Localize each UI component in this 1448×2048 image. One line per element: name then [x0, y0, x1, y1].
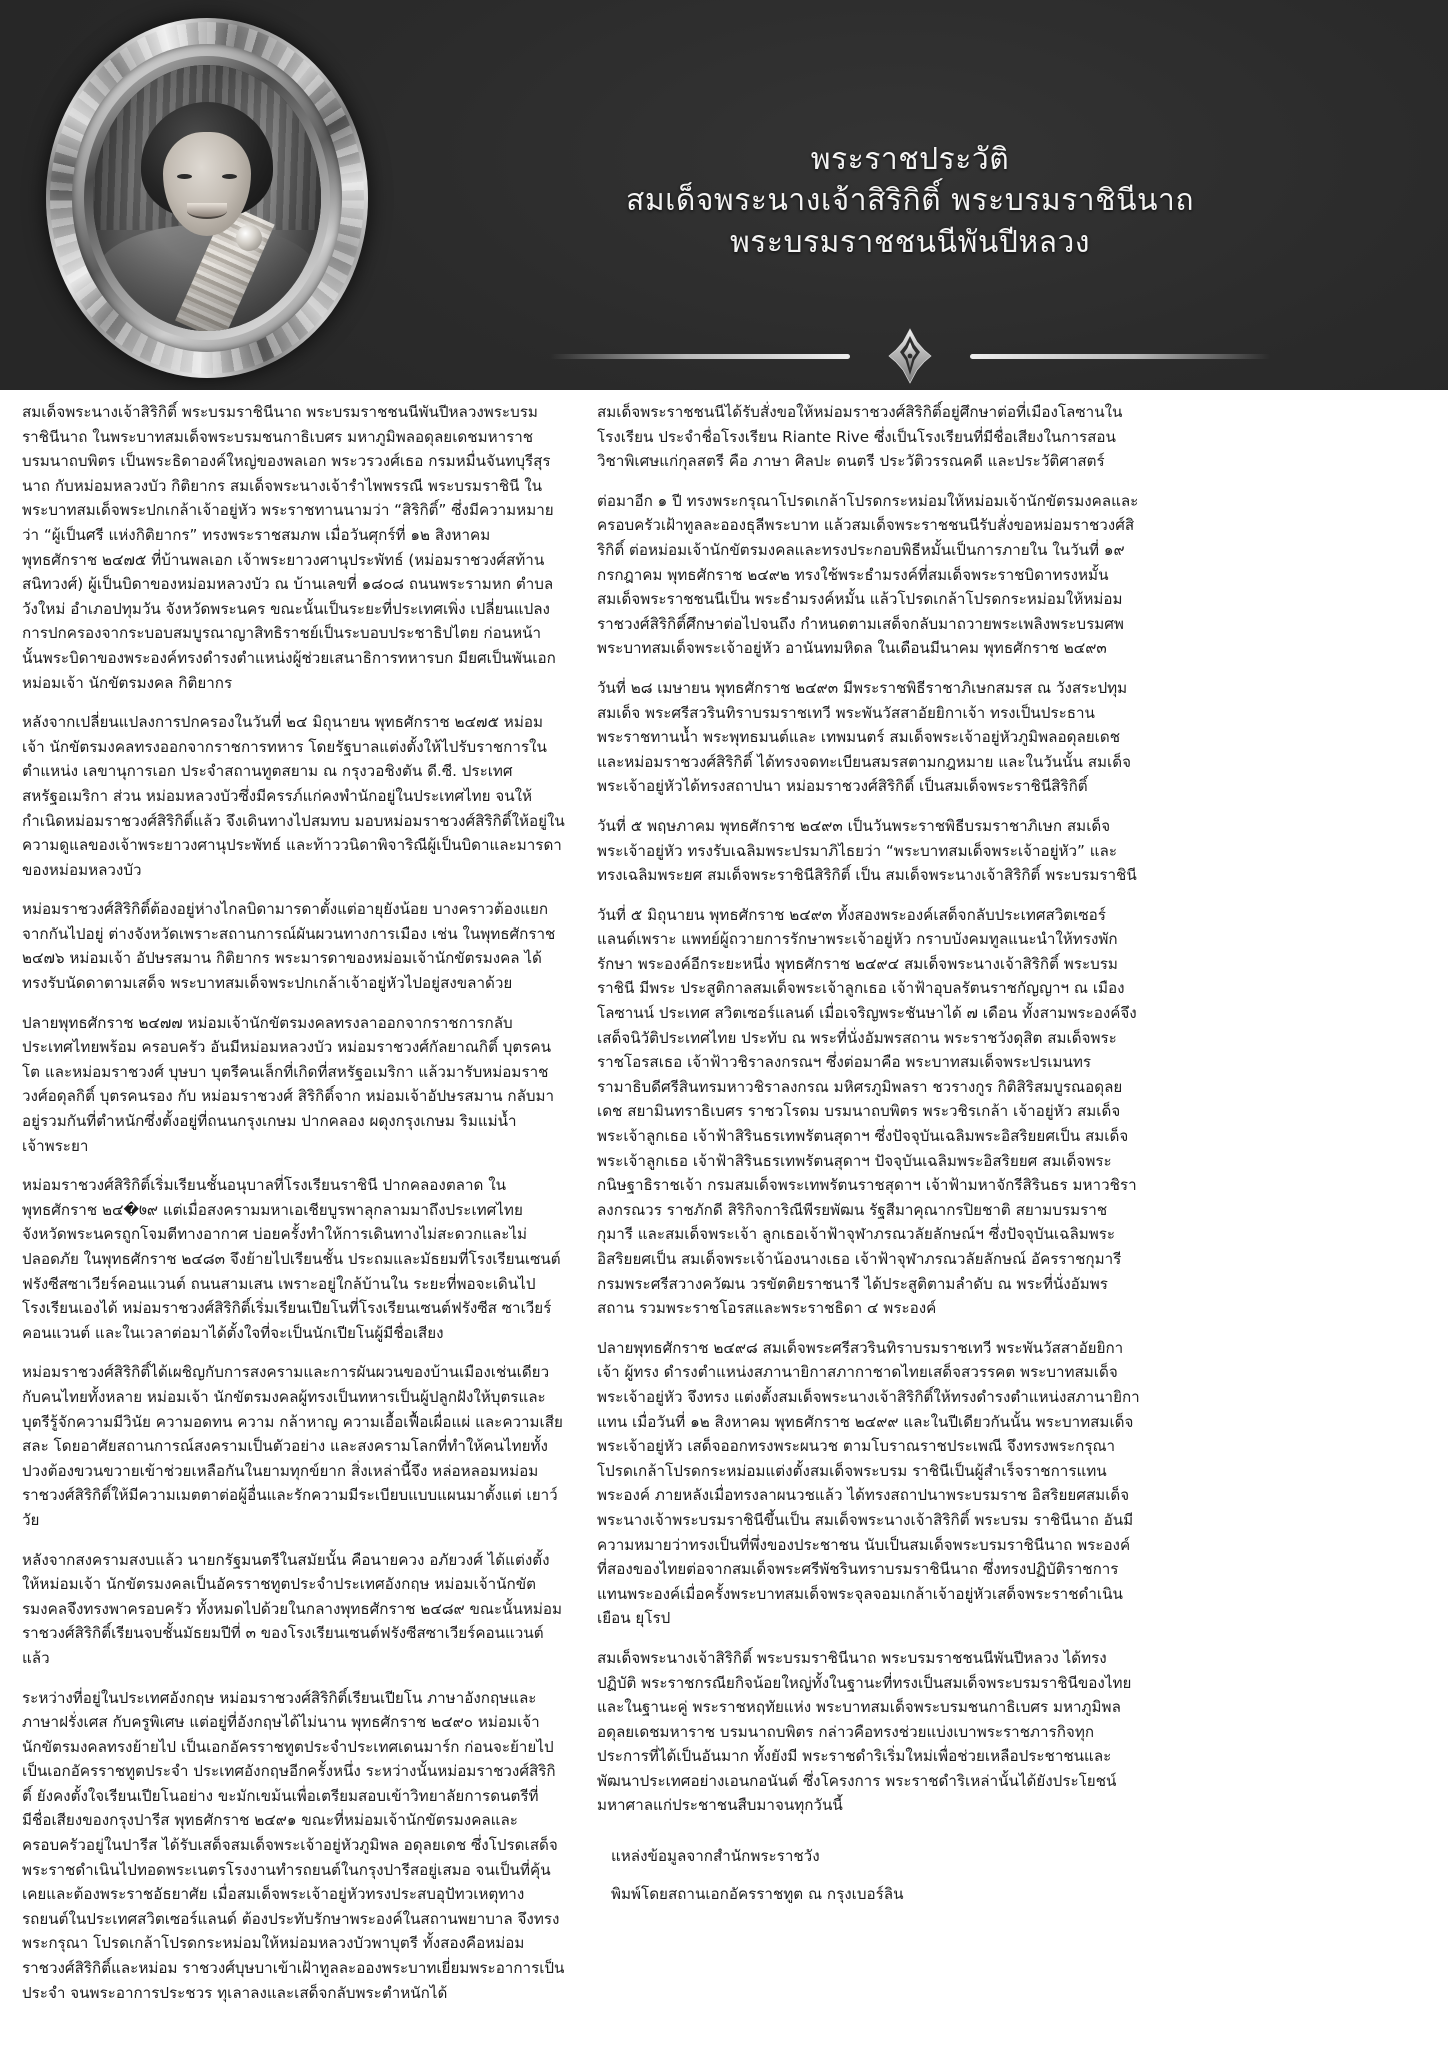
- page-subtitle-secondary: พระบรมราชชนนีพันปีหลวง: [729, 225, 1091, 260]
- paragraph: วันที่ ๕ พฤษภาคม พุทธศักราช ๒๔๙๓ เป็นวันพระราชพิธีบรมราชาภิเษก สมเด็จ พระเจ้าอยู่หัว ทรงรับเฉลิมพระปรมาภิไธยว่า “พระบาทสมเด็จพระเจ้าอยู่หัว” และ ทรงเฉลิมพระยศ สมเด็จพระราชินีสิริกิติ์ เป็น สมเด็จพระนางเจ้าสิริกิติ์ พระบรมราชินี: [597, 816, 1137, 885]
- printed-by-credit: พิมพ์โดยสถานเอกอัครราชทูต ณ กรุงเบอร์ลิน: [611, 1884, 904, 1903]
- paragraph: ระหว่างที่อยู่ในประเทศอังกฤษ หม่อมราชวงศ์สิริกิติ์เรียนเปียโน ภาษาอังกฤษและภาษาฝรั่งเศส กับครูพิเศษ แต่อยู่ที่อังกฤษได้ไม่นาน พุทธศักราช ๒๔๙๐ หม่อมเจ้านักขัตรมงคลทรงย้ายไป เป็นเอกอัครราชทูตประจำประเทศเดนมาร์ก ก่อนจะย้ายไปเป็นเอกอัครราชทูตประจำ ประเทศอังกฤษอีกครั้งหนึ่ง ระหว่างนั้นหม่อมราชวงศ์สิริกิติ์ ยังคงตั้งใจเรียนเปียโนอย่าง ขะมักเขม้นเพื่อเตรียมสอบเข้าวิทยาลัยการดนตรีที่มีชื่อเสียงของกรุงปารีส พุทธศักราช ๒๔๙๑ ขณะที่หม่อมเจ้านักขัตรมงคลและครอบครัวอยู่ในปารีส ได้รับเสด็จสมเด็จพระเจ้าอยู่หัวภูมิพล อดุลยเดช ซึ่งโปรดเสด็จพระราชดำเนินไปทอดพระเนตรโรงงานทำรถยนต์ในกรุงปารีสอยู่เสมอ จนเป็นที่คุ้นเคยและต้องพระราชอัธยาศัย เมื่อสมเด็จพระเจ้าอยู่หัวทรงประสบอุปัทวเหตุทาง รถยนต์ในประเทศสวิตเซอร์แลนด์ ต้องประทับรักษาพระองค์ในสถานพยาบาล จึงทรงพระกรุณา โปรดเกล้าโปรดกระหม่อมให้หม่อมหลวงบัวพาบุตรี ทั้งสองคือหม่อมราชวงศ์สิริกิติ์และหม่อม ราชวงศ์บุษบาเข้าเฝ้าทูลละอองพระบาทเยี่ยมพระอาการเป็นประจำ จนพระอาการประชวร ทุเลาลงและเสด็จกลับพระตำหนักได้: [22, 1688, 565, 2002]
- divider-rule-right: [970, 354, 1270, 359]
- paragraph: หลังจากเปลี่ยนแปลงการปกครองในวันที่ ๒๔ มิถุนายน พุทธศักราช ๒๔๗๕ หม่อมเจ้า นักขัตรมงคลทรงออกจากราชการทหาร โดยรัฐบาลแต่งตั้งให้ไปรับราชการในตำแหน่ง เลขานุการเอก ประจำสถานทูตสยาม ณ กรุงวอชิงตัน ดี.ซี. ประเทศสหรัฐอเมริกา ส่วน หม่อมหลวงบัวซึ่งมีครรภ์แก่คงพำนักอยู่ในประเทศไทย จนให้กำเนิดหม่อมราชวงศ์สิริกิติ์แล้ว จึงเดินทางไปสมทบ มอบหม่อมราชวงศ์สิริกิติ์ให้อยู่ในความดูแลของเจ้าพระยาวงศานุประพัทธ์ และท้าววนิดาพิจาริณีผู้เป็นบิดาและมารดาของหม่อมหลวงบัว: [22, 713, 565, 879]
- portrait-photo: [93, 65, 321, 331]
- paragraph: หลังจากสงครามสงบแล้ว นายกรัฐมนตรีในสมัยนั้น คือนายควง อภัยวงศ์ ได้แต่งตั้งให้หม่อมเจ้า นักขัตรมงคลเป็นอัครราชทูตประจำประเทศอังกฤษ หม่อมเจ้านักขัตรมงคลจึงทรงพาครอบครัว ทั้งหมดไปด้วยในกลางพุทธศักราช ๒๔๘๙ ขณะนั้นหม่อมราชวงศ์สิริกิติ์เรียนจบชั้นมัธยมปีที่ ๓ ของโรงเรียนเซนต์ฟรังซีสซาเวียร์คอนแวนต์แล้ว: [22, 1550, 563, 1667]
- text-columns: [22, 400, 1426, 2020]
- paragraph: สมเด็จพระนางเจ้าสิริกิติ์ พระบรมราชินีนาถ พระบรมราชชนนีพันปีหลวง ได้ทรงปฏิบัติ พระราชกรณียกิจน้อยใหญ่ทั้งในฐานะที่ทรงเป็นสมเด็จพระบรมราชินีของไทย และในฐานะคู่ พระราชหฤทัยแห่ง พระบาทสมเด็จพระบรมชนกาธิเบศร มหาภูมิพลอดุลยเดชมหาราช บรมนาถบพิตร กล่าวคือทรงช่วยแบ่งเบาพระราชภารกิจทุกประการที่ได้เป็นอันมาก ทั้งยังมี พระราชดำริเริ่มใหม่เพื่อช่วยเหลือประชาชนและพัฒนาประเทศอย่างเอนกอนันต์ ซึ่งโครงการ พระราชดำริเหล่านั้นได้ยังประโยชน์มหาศาลแก่ประชาชนสืบมาจนทุกวันนี้: [597, 1648, 1132, 1815]
- paragraph: หม่อมราชวงศ์สิริกิติ์ได้เผชิญกับการสงครามและการผันผวนของบ้านเมืองเช่นเดียวกับคนไทยทั้งหลาย หม่อมเจ้า นักขัตรมงคลผู้ทรงเป็นทหารเป็นผู้ปลูกฝังให้บุตรและบุตรีรู้จักความมีวินัย ความอดทน ความ กล้าหาญ ความเอื้อเฟื้อเผื่อแผ่ และความเสียสละ โดยอาศัยสถานการณ์สงครามเป็นตัวอย่าง และสงครามโลกที่ทำให้คนไทยทั้งปวงต้องขวนขวายเข้าช่วยเหลือกันในยามทุกข์ยาก สิ่งเหล่านี้จึง หล่อหลอมหม่อมราชวงศ์สิริกิติ์ให้มีความเมตตาต่อผู้อื่นและรักความมีระเบียบแบบแผนมาตั้งแต่ เยาว์วัย: [22, 1363, 563, 1529]
- paragraph: วันที่ ๕ มิถุนายน พุทธศักราช ๒๔๙๓ ทั้งสองพระองค์เสด็จกลับประเทศสวิตเซอร์แลนด์เพราะ แพทย์ผู้ถวายการรักษาพระเจ้าอยู่หัว กราบบังคมทูลแนะนำให้ทรงพักรักษา พระองค์อีกระยะหนึ่ง พุทธศักราช ๒๔๙๔ สมเด็จพระนางเจ้าสิริกิติ์ พระบรมราชินี มีพระ ประสูติกาลสมเด็จพระเจ้าลูกเธอ เจ้าฟ้าอุบลรัตนราชกัญญาฯ ณ เมืองโลซานน์ ประเทศ สวิตเซอร์แลนด์ เมื่อเจริญพระชันษาได้ ๗ เดือน ทั้งสามพระองค์จึงเสด็จนิวัติประเทศไทย ประทับ ณ พระที่นั่งอัมพรสถาน พระราชวังดุสิต สมเด็จพระราชโอรสเธอ เจ้าฟ้าวชิราลงกรณฯ ซึ่งต่อมาคือ พระบาทสมเด็จพระปรเมนทรรามาธิบดีศรีสินทรมหาวชิราลงกรณ มหิศรภูมิพลรา ชวรางกูร กิติสิริสมบูรณอดุลยเดช สยามินทราธิเบศร ราชวโรดม บรมนาถบพิตร พระวชิรเกล้า เจ้าอยู่หัว สมเด็จพระเจ้าลูกเธอ เจ้าฟ้าสิรินธรเทพรัตนสุดาฯ ซึ่งปัจจุบันเฉลิมพระอิสริยยศเป็น สมเด็จพระเจ้าลูกเธอ เจ้าฟ้าสิรินธรเทพรัตนสุดาฯ ปัจจุบันเฉลิมพระอิสริยยศ สมเด็จพระ กนิษฐาธิราชเจ้า กรมสมเด็จพระเทพรัตนราชสุดาฯ เจ้าฟ้ามหาจักรีสิรินธร มหาวชิราลงกรณวร ราชภักดี สิริกิจการิณีพีรยพัฒน รัฐสีมาคุณากรปิยชาติ สยามบรมราชกุมารี และสมเด็จพระเจ้า ลูกเธอเจ้าฟ้าจุฬาภรณวลัยลักษณ์ฯ ซึ่งปัจจุบันเฉลิมพระอิสริยยศเป็น สมเด็จพระเจ้าน้องนางเธอ เจ้าฟ้าจุฬาภรณวลัยลักษณ์ อัครราชกุมารี กรมพระศรีสวางควัฒน วรขัตติยราชนารี ได้ประสูติตามลำดับ ณ พระที่นั่งอัมพรสถาน รวมพระราชโอรสและพระราชธิดา ๔ พระองค์: [597, 905, 1137, 1318]
- paragraph: หม่อมราชวงศ์สิริกิติ์ต้องอยู่ห่างไกลบิดามารดาตั้งแต่อายุยังน้อย บางคราวต้องแยกจากกันไปอยู่ ต่างจังหวัดเพราะสถานการณ์ผันผวนทางการเมือง เช่น ในพุทธศักราช ๒๔๗๖ หม่อมเจ้า อัปษรสมาน กิติยากร พระมารดาของหม่อมเจ้านักขัตรมงคล ได้ทรงรับนัดดาตามเสด็จ พระบาทสมเด็จพระปกเกล้าเจ้าอยู่หัวไปอยู่สงขลาด้วย: [22, 900, 556, 993]
- document-body: [0, 390, 1448, 2048]
- divider-rule-left: [550, 354, 850, 359]
- header-banner: [0, 0, 1448, 390]
- footer-credits: [597, 1844, 1140, 1906]
- paragraph: สมเด็จพระนางเจ้าสิริกิติ์ พระบรมราชินีนาถ พระบรมราชชนนีพันปีหลวงพระบรมราชินีนาถ ในพระบาทสมเด็จพระบรมชนกาธิเบศร มหาภูมิพลอดุลยเดชมหาราช บรมนาถบพิตร เป็นพระธิดาองค์ใหญ่ของพลเอก พระวรวงศ์เธอ กรมหมื่นจันทบุรีสุรนาถ กับหม่อมหลวงบัว กิติยากร สมเด็จพระนางเจ้ารำไพพรรณี พระบรมราชินี ในพระบาทสมเด็จพระปกเกล้าเจ้าอยู่หัว พระราชทานนามว่า “สิริกิติ์” ซึ่งมีความหมายว่า “ผู้เป็นศรี แห่งกิติยากร” ทรงพระราชสมภพ เมื่อวันศุกร์ที่ ๑๒ สิงหาคม พุทธศักราช ๒๔๗๕ ที่บ้านพลเอก เจ้าพระยาวงศานุประพัทธ์ (หม่อมราชวงศ์สท้าน สนิทวงศ์) ผู้เป็นบิดาของหม่อมหลวงบัว ณ บ้านเลขที่ ๑๘๐๘ ถนนพระรามหก ตำบลวังใหม่ อำเภอปทุมวัน จังหวัดพระนคร ขณะนั้นเป็นระยะที่ประเทศเพิ่ง เปลี่ยนแปลงการปกครองจากระบอบสมบูรณาญาสิทธิราชย์เป็นระบอบประชาธิปไตย ก่อนหน้า นั้นพระบิดาของพระองค์ทรงดำรงตำแหน่งผู้ช่วยเสนาธิการทหารบก มียศเป็นพันเอก หม่อมเจ้า นักขัตรมงคล กิติยากร: [22, 403, 556, 692]
- header-title-block: [400, 140, 1420, 264]
- ornamental-divider: [420, 328, 1400, 384]
- paragraph: วันที่ ๒๘ เมษายน พุทธศักราช ๒๔๙๓ มีพระราชพิธีราชาภิเษกสมรส ณ วังสระปทุม สมเด็จ พระศรีสวรินทิราบรมราชเทวี พระพันวัสสาอัยยิกาเจ้า ทรงเป็นประธานพระราชทานน้ำ พระพุทธมนต์และ เทพมนตร์ สมเด็จพระเจ้าอยู่หัวภูมิพลอดุลยเดช และหม่อมราชวงศ์สิริกิติ์ ได้ทรงจดทะเบียนสมรสตามกฎหมาย และในวันนั้น สมเด็จพระเจ้าอยู่หัวได้ทรงสถาปนา หม่อมราชวงศ์สิริกิติ์ เป็นสมเด็จพระราชินีสิริกิติ์: [597, 678, 1131, 796]
- paragraph: หม่อมราชวงศ์สิริกิติ์เริ่มเรียนชั้นอนุบาลที่โรงเรียนราชินี ปากคลองตลาด ในพุทธศักราช ๒๔�७๙ แต่เมื่อสงครามมหาเอเชียบูรพาลุกลามมาถึงประเทศไทย จังหวัดพระนครถูกโจมตีทางอากาศ บ่อยครั้งทำให้การเดินทางไม่สะดวกและไม่ปลอดภัย ในพุทธศักราช ๒๔๘๓ จึงย้ายไปเรียนชั้น ประถมและมัธยมที่โรงเรียนเซนต์ฟรังซีสซาเวียร์คอนแวนต์ ถนนสามเสน เพราะอยู่ใกล้บ้านใน ระยะที่พอจะเดินไปโรงเรียนเองได้ หม่อมราชวงศ์สิริกิติ์เริ่มเรียนเปียโนที่โรงเรียนเซนต์ฟรังซีส ซาเวียร์คอนแวนต์ และในเวลาต่อมาได้ตั้งใจที่จะเป็นนักเปียโนผู้มีชื่อเสียง: [22, 1176, 561, 1342]
- paragraph: ปลายพุทธศักราช ๒๔๙๘ สมเด็จพระศรีสวรินทิราบรมราชเทวี พระพันวัสสาอัยยิกาเจ้า ผู้ทรง ดำรงตำแหน่งสภานายิกาสภากาชาดไทยเสด็จสวรรคต พระบาทสมเด็จพระเจ้าอยู่หัว จึงทรง แต่งตั้งสมเด็จพระนางเจ้าสิริกิติ์ให้ทรงดำรงตำแหน่งสภานายิกาแทน เมื่อวันที่ ๑๒ สิงหาคม พุทธศักราช ๒๔๙๙ และในปีเดียวกันนั้น พระบาทสมเด็จพระเจ้าอยู่หัว เสด็จออกทรงพระผนวช ตามโบราณราชประเพณี จึงทรงพระกรุณาโปรดเกล้าโปรดกระหม่อมแต่งตั้งสมเด็จพระบรม ราชินีเป็นผู้สำเร็จราชการแทนพระองค์ ภายหลังเมื่อทรงลาผนวชแล้ว ได้ทรงสถาปนาพระบรมราช อิสริยยศสมเด็จพระนางเจ้าพระบรมราชินีขึ้นเป็น สมเด็จพระนางเจ้าสิริกิติ์ พระบรม ราชินีนาถ อันมีความหมายว่าทรงเป็นที่พึ่งของประชาชน นับเป็นสมเด็จพระบรมราชินีนาถ พระองค์ที่สองของไทยต่อจากสมเด็จพระศรีพัชรินทราบรมราชินีนาถ ซึ่งทรงปฏิบัติราชการ แทนพระองค์เมื่อครั้งพระบาทสมเด็จพระจุลจอมเกล้าเจ้าอยู่หัวเสด็จพระราชดำเนินเยือน ยุโรป: [597, 1338, 1140, 1628]
- right-column: [597, 400, 1140, 2020]
- page-subtitle-primary: สมเด็จพระนางเจ้าสิริกิติ์ พระบรมราชินีนาถ: [626, 183, 1194, 218]
- thai-diamond-ornament-icon: [883, 328, 937, 384]
- left-column: [22, 400, 565, 2020]
- paragraph: ต่อมาอีก ๑ ปี ทรงพระกรุณาโปรดเกล้าโปรดกระหม่อมให้หม่อมเจ้านักขัตรมงคลและ ครอบครัวเฝ้าทูลละอองธุลีพระบาท แล้วสมเด็จพระราชชนนีรับสั่งขอหม่อมราชวงศ์สิริกิติ์ ต่อหม่อมเจ้านักขัตรมงคลและทรงประกอบพิธีหมั้นเป็นการภายใน ในวันที่ ๑๙ กรกฎาคม พุทธศักราช ๒๔๙๒ ทรงใช้พระธำมรงค์ที่สมเด็จพระราชบิดาทรงหมั้นสมเด็จพระราชชนนีเป็น พระธำมรงค์หมั้น แล้วโปรดเกล้าโปรดกระหม่อมให้หม่อมราชวงศ์สิริกิติ์ศึกษาต่อไปจนถึง กำหนดตามเสด็จกลับมาถวายพระเพลิงพระบรมศพพระบาทสมเด็จพระเจ้าอยู่หัว อานันทมหิดล ในเดือนมีนาคม พุทธศักราช ๒๔๙๓: [597, 491, 1139, 658]
- royal-portrait: [46, 18, 368, 378]
- paragraph: สมเด็จพระราชชนนีได้รับสั่งขอให้หม่อมราชวงศ์สิริกิติ์อยู่ศึกษาต่อที่เมืองโลซานในโรงเรียน ประจำชื่อโรงเรียน Riante Rive ซึ่งเป็นโรงเรียนที่มีชื่อเสียงในการสอนวิชาพิเศษแก่กุลสตรี คือ ภาษา ศิลปะ ดนตรี ประวัติวรรณคดี และประวัติศาสตร์: [597, 403, 1123, 471]
- paragraph: ปลายพุทธศักราช ๒๔๗๗ หม่อมเจ้านักขัตรมงคลทรงลาออกจากราชการกลับประเทศไทยพร้อม ครอบครัว อันมีหม่อมหลวงบัว หม่อมราชวงศ์กัลยาณกิติ์ บุตรคนโต และหม่อมราชวงศ์ บุษบา บุตรีคนเล็กที่เกิดที่สหรัฐอเมริกา แล้วมารับหม่อมราชวงศ์อดุลกิติ์ บุตรคนรอง กับ หม่อมราชวงศ์ สิริกิติ์จาก หม่อมเจ้าอัปษรสมาน กลับมาอยู่รวมกันที่ตำหนักซึ่งตั้งอยู่ที่ถนนกรุงเกษม ปากคลอง ผดุงกรุงเกษม ริมแม่น้ำเจ้าพระยา: [22, 1013, 555, 1155]
- page-title: พระราชประวัติ: [810, 142, 1010, 177]
- photo-vignette: [93, 65, 321, 331]
- source-credit: แหล่งข้อมูลจากสำนักพระราชวัง: [611, 1847, 820, 1866]
